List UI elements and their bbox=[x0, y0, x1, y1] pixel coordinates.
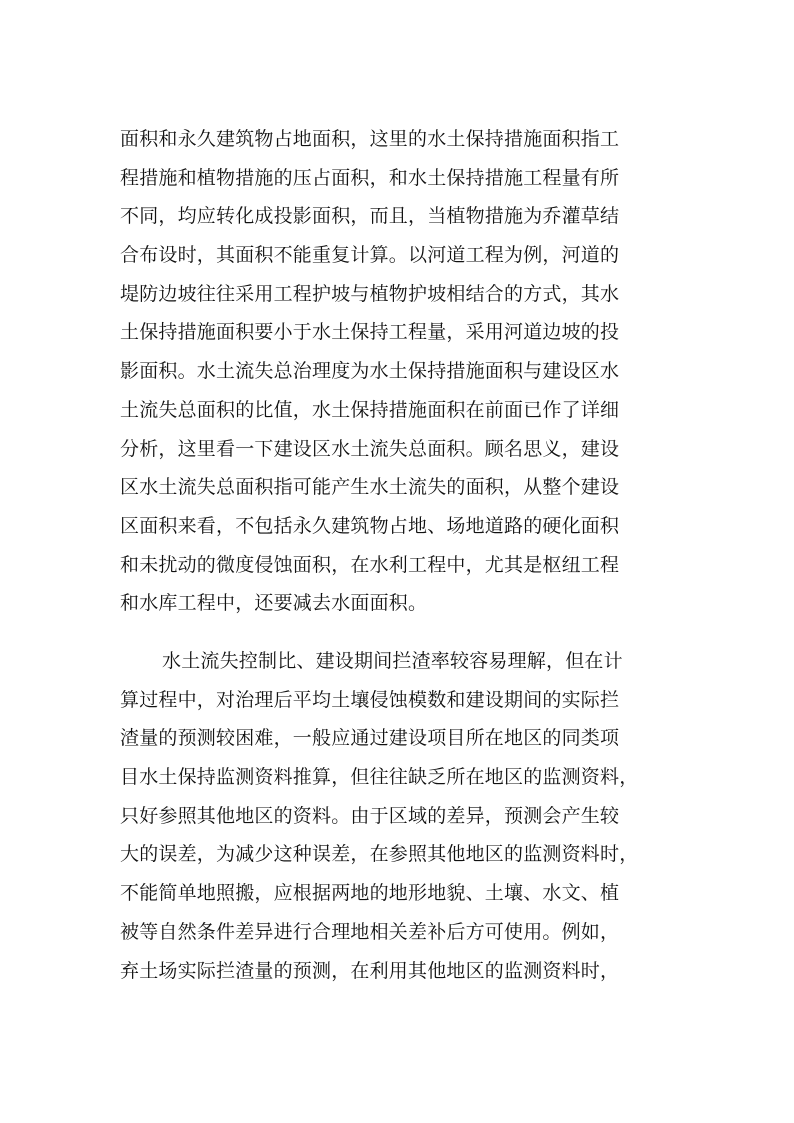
paragraph-2 bbox=[120, 642, 680, 990]
paragraph-1-line-5: 堤防边坡往往采用工程护坡与植物护坡相结合的方式，其水 bbox=[120, 282, 620, 305]
paragraph-2-line-5: 只好参照其他地区的资料。由于区域的差异，预测会产生较 bbox=[120, 804, 620, 827]
paragraph-1-line-13: 和水库工程中，还要减去水面面积。 bbox=[120, 592, 428, 615]
paragraph-2-line-2: 算过程中，对治理后平均土壤侵蚀模数和建设期间的实际拦 bbox=[120, 688, 620, 711]
paragraph-1-line-11: 区面积来看，不包括永久建筑物占地、场地道路的硬化面积 bbox=[120, 514, 620, 537]
paragraph-2-line-6: 大的误差，为减少这种误差，在参照其他地区的监测资料时， bbox=[120, 843, 639, 866]
paragraph-2-line-3: 渣量的预测较困难，一般应通过建设项目所在地区的同类项 bbox=[120, 727, 620, 750]
paragraph-1-line-8: 土流失总面积的比值，水土保持措施面积在前面已作了详细 bbox=[120, 398, 620, 421]
paragraph-1-line-2: 程措施和植物措施的压占面积，和水土保持措施工程量有所 bbox=[120, 166, 620, 189]
paragraph-1-line-12: 和未扰动的微度侵蚀面积，在水利工程中，尤其是枢纽工程 bbox=[120, 553, 620, 576]
paragraph-2-line-1: 水土流失控制比、建设期间拦渣率较容易理解，但在计 bbox=[162, 650, 623, 672]
paragraph-2-line-4: 目水土保持监测资料推算，但往往缺乏所在地区的监测资料， bbox=[120, 766, 639, 789]
paragraph-1-line-10: 区水土流失总面积指可能产生水土流失的面积，从整个建设 bbox=[120, 476, 620, 499]
paragraph-1-line-7: 影面积。水土流失总治理度为水土保持措施面积与建设区水 bbox=[120, 360, 620, 383]
paragraph-1 bbox=[120, 120, 680, 623]
paragraph-1-line-3: 不同，均应转化成投影面积，而且，当植物措施为乔灌草结 bbox=[120, 205, 620, 228]
paragraph-1-line-9: 分析，这里看一下建设区水土流失总面积。顾名思义，建设 bbox=[120, 437, 620, 460]
paragraph-1-line-6: 土保持措施面积要小于水土保持工程量，采用河道边坡的投 bbox=[120, 321, 620, 344]
paragraph-1-line-1: 面积和永久建筑物占地面积，这里的水土保持措施面积指工 bbox=[120, 128, 620, 150]
paragraph-2-line-7: 不能简单地照搬，应根据两地的地形地貌、土壤、水文、植 bbox=[120, 882, 620, 905]
paragraph-2-line-8: 被等自然条件差异进行合理地相关差补后方可使用。例如， bbox=[120, 920, 620, 943]
paragraph-2-line-9: 弃土场实际拦渣量的预测，在利用其他地区的监测资料时， bbox=[120, 959, 620, 982]
paragraph-1-line-4: 合布设时，其面积不能重复计算。以河道工程为例，河道的 bbox=[120, 244, 620, 267]
